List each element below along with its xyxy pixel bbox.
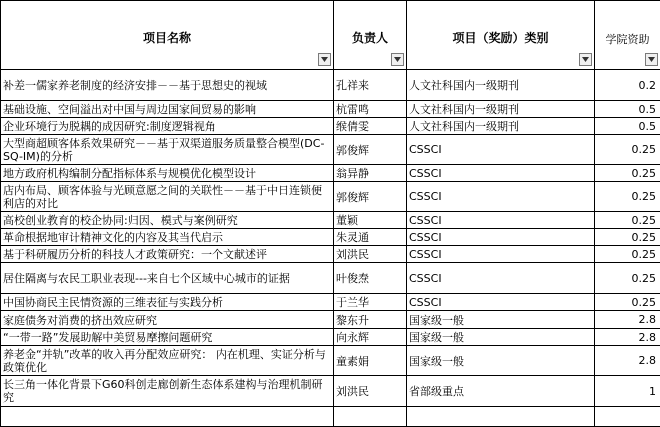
cell-funding[interactable]: 0.25 [595, 246, 660, 263]
cell-project-name[interactable]: 大型商超顾客体系效果研究－－基于双渠道服务质量整合模型(DC-SQ-IM)的分析 [1, 135, 334, 165]
table-row[interactable] [1, 182, 660, 212]
cell-category[interactable]: CSSCI [407, 294, 595, 311]
cell-category[interactable]: CSSCI [407, 182, 595, 212]
cell-category[interactable]: 国家级一般 [407, 311, 595, 329]
cell-funding[interactable]: 0.5 [595, 118, 660, 135]
header-label: 负责人 [334, 29, 406, 46]
cell-funding[interactable]: 0.25 [595, 135, 660, 165]
table-row[interactable] [1, 118, 660, 135]
cell-category[interactable]: 国家级一般 [407, 329, 595, 346]
header-lead[interactable] [334, 1, 407, 70]
cell-lead[interactable]: 黎东升 [334, 311, 407, 329]
table-row[interactable] [1, 212, 660, 229]
header-label: 学院资助 [595, 31, 660, 47]
cell-funding[interactable]: 2.8 [595, 329, 660, 346]
cell-lead[interactable]: 于兰华 [334, 294, 407, 311]
header-label: 项目（奖励）类别 [407, 29, 594, 46]
cell-project-name[interactable]: 家庭债务对消费的挤出效应研究 [1, 311, 334, 329]
cell-category[interactable]: 人文社科国内一级期刊 [407, 70, 595, 101]
filter-dropdown-icon[interactable] [645, 53, 658, 66]
header-row [1, 1, 660, 70]
cell-project-name[interactable]: 养老金“并轨”改革的收入再分配效应研究： 内在机理、实证分析与政策优化 [1, 346, 334, 376]
cell-lead[interactable]: 翁异静 [334, 165, 407, 182]
cell-category[interactable]: CSSCI [407, 165, 595, 182]
cell-category[interactable] [407, 407, 595, 427]
table-row[interactable] [1, 70, 660, 101]
cell-lead[interactable]: 向永辉 [334, 329, 407, 346]
cell-funding[interactable]: 0.2 [595, 70, 660, 101]
cell-project-name[interactable]: 居住隔离与农民工职业表现---来自七个区域中心城市的证据 [1, 263, 334, 294]
table-row[interactable] [1, 263, 660, 294]
cell-project-name[interactable]: 企业环境行为脱耦的成因研究:制度逻辑视角 [1, 118, 334, 135]
cell-lead[interactable] [334, 407, 407, 427]
cell-funding[interactable] [595, 407, 660, 427]
cell-project-name[interactable]: “一带一路”发展助解中美贸易摩擦问题研究 [1, 329, 334, 346]
cell-lead[interactable]: 董颖 [334, 212, 407, 229]
table-row[interactable] [1, 294, 660, 311]
cell-category[interactable]: 国家级一般 [407, 346, 595, 376]
cell-funding[interactable]: 0.25 [595, 212, 660, 229]
cell-lead[interactable]: 刘洪民 [334, 376, 407, 407]
cell-project-name[interactable]: 基础设施、空间溢出对中国与周边国家间贸易的影响 [1, 101, 334, 118]
cell-lead[interactable]: 杭雷鸣 [334, 101, 407, 118]
header-project-name[interactable] [1, 1, 334, 70]
cell-funding[interactable]: 2.8 [595, 346, 660, 376]
cell-funding[interactable]: 0.25 [595, 294, 660, 311]
cell-lead[interactable]: 孔祥来 [334, 70, 407, 101]
cell-category[interactable]: CSSCI [407, 246, 595, 263]
filter-dropdown-icon[interactable] [391, 53, 404, 66]
cell-funding[interactable]: 0.25 [595, 165, 660, 182]
table-row[interactable] [1, 407, 660, 427]
cell-project-name[interactable]: 补差一儒家养老制度的经济安排－－基于思想史的视域 [1, 70, 334, 101]
table-row[interactable] [1, 165, 660, 182]
cell-project-name[interactable] [1, 407, 334, 427]
table-row[interactable] [1, 346, 660, 376]
cell-project-name[interactable]: 基于科研履历分析的科技人才政策研究：一个文献述评 [1, 246, 334, 263]
table-row[interactable] [1, 101, 660, 118]
cell-lead[interactable]: 刘洪民 [334, 246, 407, 263]
cell-lead[interactable]: 童素娟 [334, 346, 407, 376]
filter-dropdown-icon[interactable] [579, 53, 592, 66]
table-row[interactable] [1, 229, 660, 246]
table-row[interactable] [1, 135, 660, 165]
table-row[interactable] [1, 329, 660, 346]
cell-project-name[interactable]: 中国协商民主民情资源的三维表征与实践分析 [1, 294, 334, 311]
filter-dropdown-icon[interactable] [318, 53, 331, 66]
cell-funding[interactable]: 0.5 [595, 101, 660, 118]
table-row[interactable] [1, 376, 660, 407]
cell-lead[interactable]: 郭俊辉 [334, 135, 407, 165]
cell-funding[interactable]: 0.25 [595, 182, 660, 212]
cell-funding[interactable]: 0.25 [595, 229, 660, 246]
cell-lead[interactable]: 郭俊辉 [334, 182, 407, 212]
cell-category[interactable]: CSSCI [407, 212, 595, 229]
cell-category[interactable]: 人文社科国内一级期刊 [407, 101, 595, 118]
cell-project-name[interactable]: 店内布局、顾客体验与光顾意愿之间的关联性－－基于中日连锁便利店的对比 [1, 182, 334, 212]
cell-category[interactable]: CSSCI [407, 135, 595, 165]
cell-funding[interactable]: 0.25 [595, 263, 660, 294]
cell-project-name[interactable]: 革命根据地审计精神文化的内容及其当代启示 [1, 229, 334, 246]
table-row[interactable] [1, 311, 660, 329]
cell-project-name[interactable]: 高校创业教育的校企协同:归因、模式与案例研究 [1, 212, 334, 229]
cell-lead[interactable]: 叶俊焘 [334, 263, 407, 294]
cell-category[interactable]: CSSCI [407, 229, 595, 246]
header-funding[interactable] [595, 1, 660, 70]
cell-lead[interactable]: 缑倩雯 [334, 118, 407, 135]
cell-lead[interactable]: 朱灵通 [334, 229, 407, 246]
table-row[interactable] [1, 246, 660, 263]
cell-funding[interactable]: 1 [595, 376, 660, 407]
header-label: 项目名称 [1, 29, 333, 46]
header-category[interactable] [407, 1, 595, 70]
cell-category[interactable]: 省部级重点 [407, 376, 595, 407]
cell-funding[interactable]: 2.8 [595, 311, 660, 329]
cell-project-name[interactable]: 地方政府机构编制分配指标体系与规模优化模型设计 [1, 165, 334, 182]
cell-category[interactable]: 人文社科国内一级期刊 [407, 118, 595, 135]
cell-category[interactable]: CSSCI [407, 263, 595, 294]
cell-project-name[interactable]: 长三角一体化背景下G60科创走廊创新生态体系建构与治理机制研究 [1, 376, 334, 407]
